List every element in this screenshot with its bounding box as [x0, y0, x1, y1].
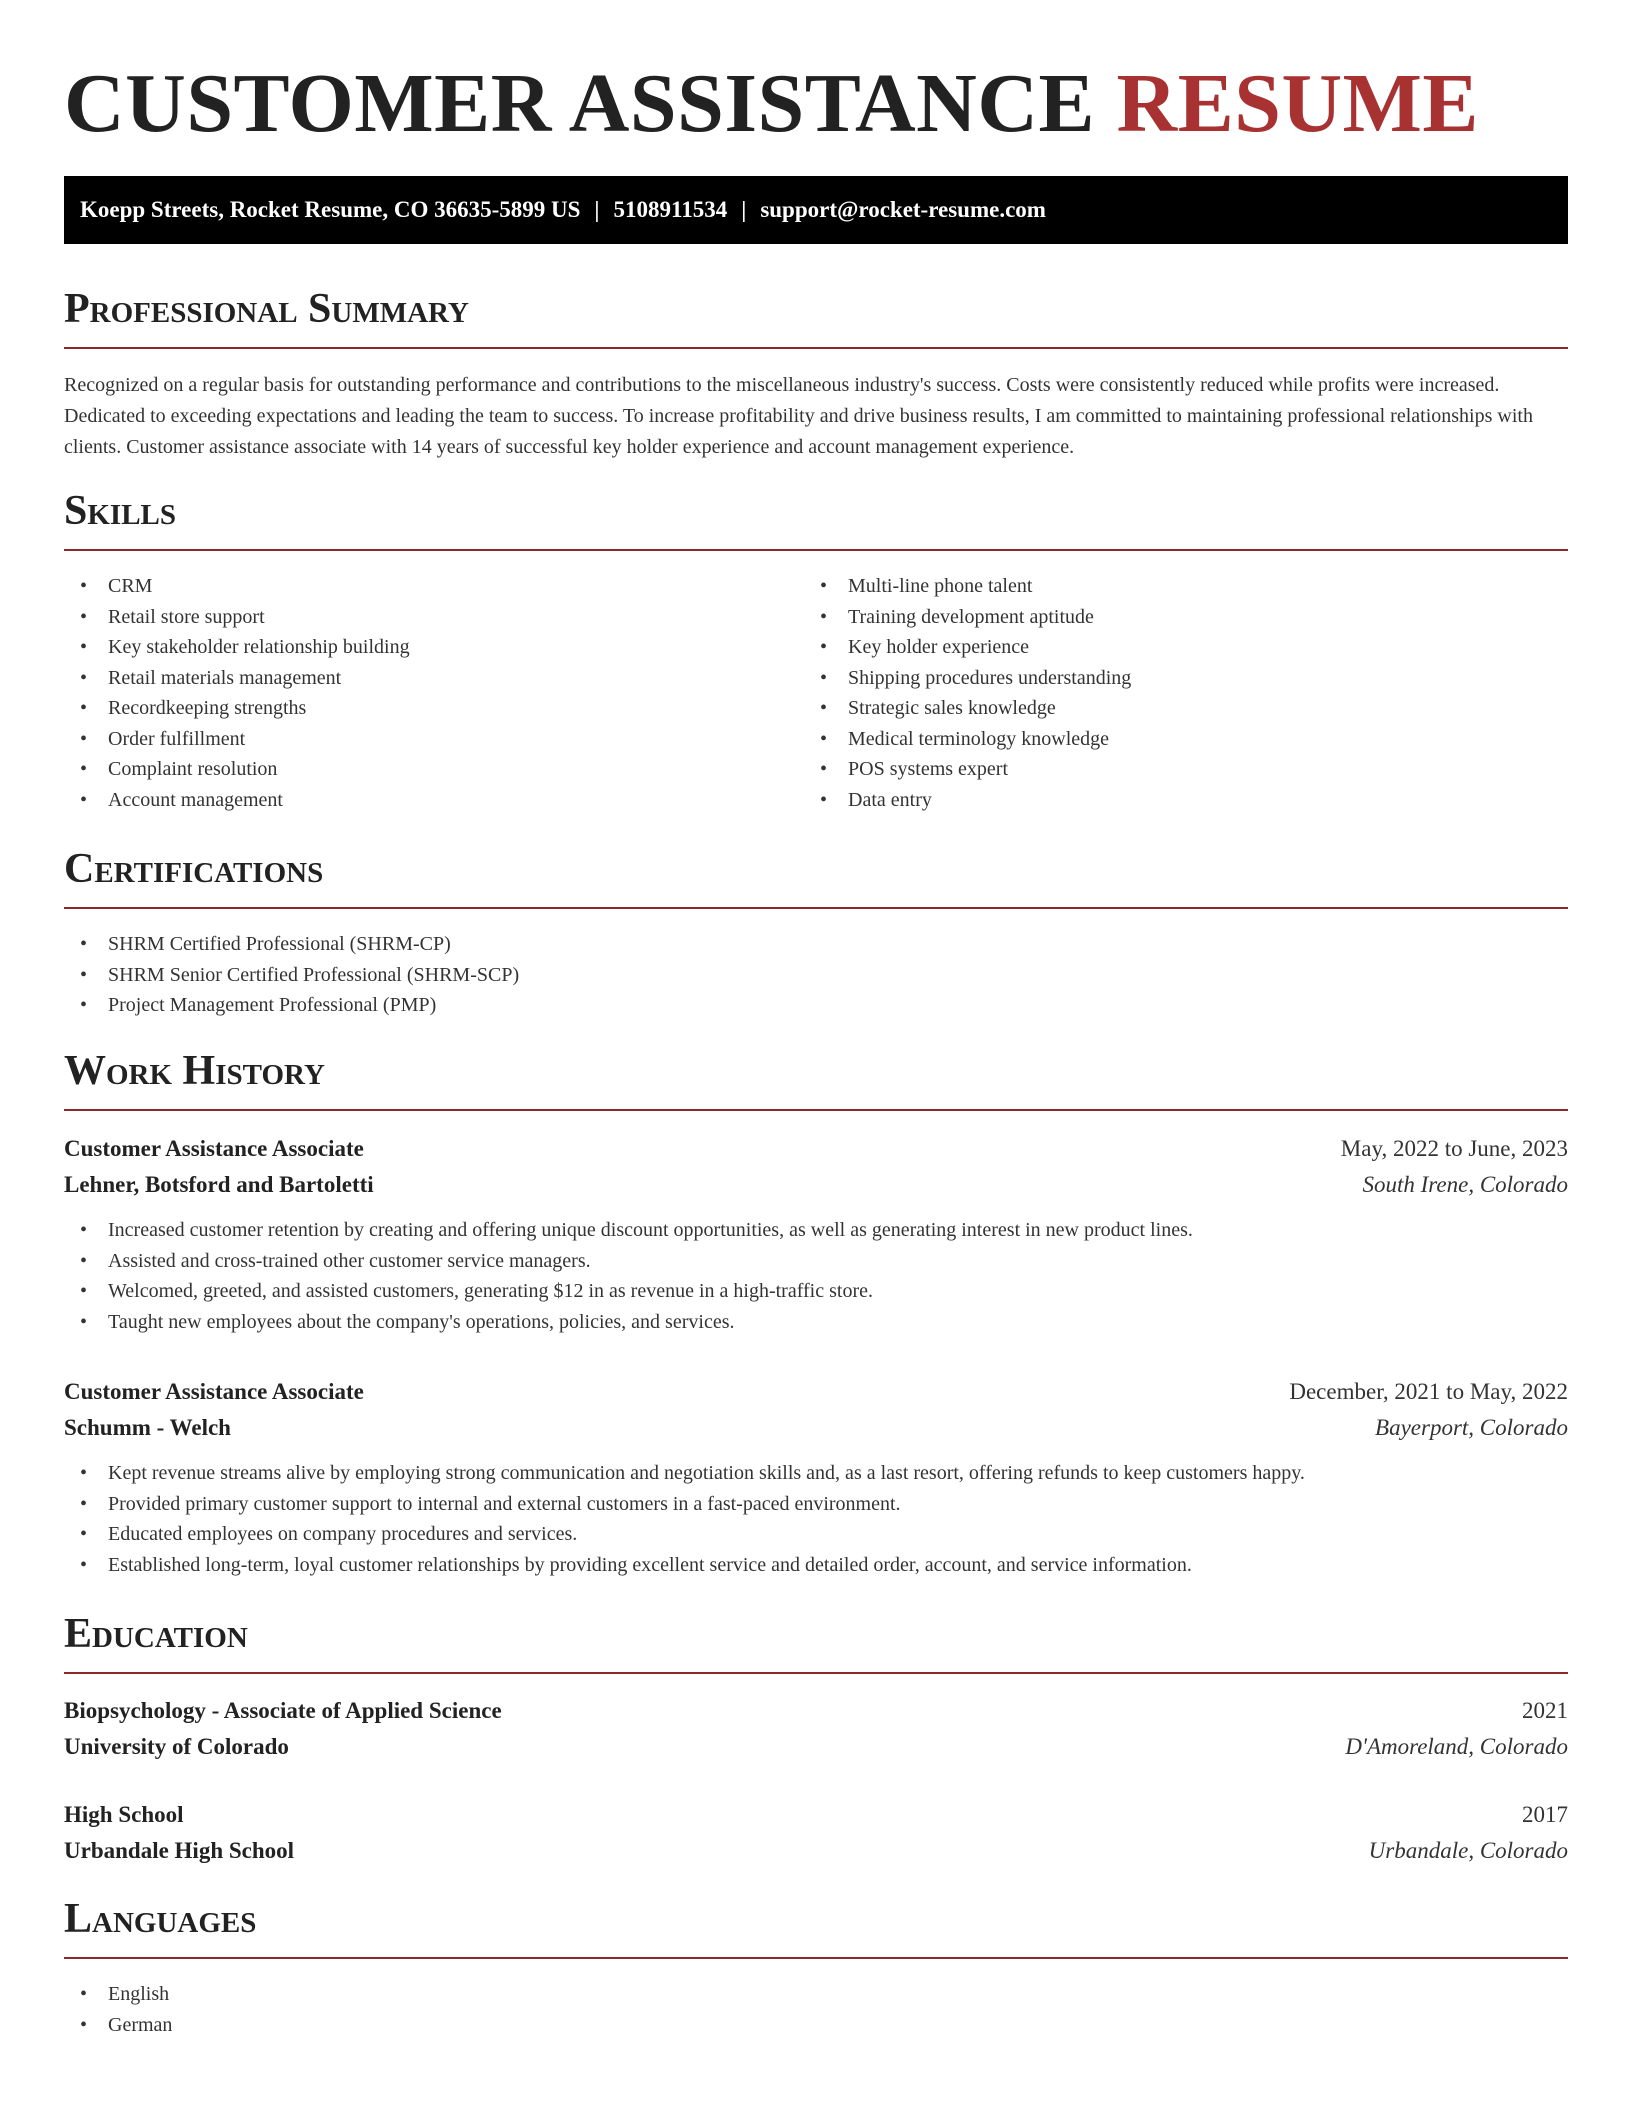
education-school-row [64, 1729, 1568, 1765]
education-heading: Education [64, 1611, 248, 1657]
skills-divider [64, 549, 1568, 551]
title-accent: RESUME [1116, 57, 1479, 150]
certification-item: • SHRM Certified Professional (SHRM-CP) [64, 929, 519, 960]
education-degree: High School [64, 1802, 184, 1827]
skill-item: • Training development aptitude [804, 602, 1131, 633]
education-year: 2021 [1522, 1698, 1568, 1723]
contact-address: Koepp Streets, Rocket Resume, CO 36635-5899 US [80, 197, 581, 222]
job-header-row [64, 1131, 1568, 1167]
skill-item: • Recordkeeping strengths [64, 693, 410, 724]
contact-email[interactable]: support@rocket-resume.com [760, 197, 1046, 222]
languages-divider [64, 1957, 1568, 1959]
education-degree-row [64, 1693, 1568, 1729]
language-item: • German [64, 2010, 172, 2041]
certifications-list [64, 929, 519, 1021]
education-year: 2017 [1522, 1802, 1568, 1827]
skill-item: • Multi-line phone talent [804, 571, 1131, 602]
certification-item: • SHRM Senior Certified Professional (SHRM-SCP) [64, 960, 519, 991]
job-title: Customer Assistance Associate [64, 1136, 364, 1161]
skills-heading: Skills [64, 488, 177, 534]
skill-item: • CRM [64, 571, 410, 602]
job-location: Bayerport, Colorado [1375, 1415, 1568, 1440]
education-entry [64, 1797, 1568, 1869]
education-location: D'Amoreland, Colorado [1345, 1734, 1568, 1759]
certifications-heading: Certifications [64, 846, 324, 892]
skill-item: • Retail store support [64, 602, 410, 633]
summary-heading: Professional Summary [64, 286, 469, 332]
skill-item: • Key stakeholder relationship building [64, 632, 410, 663]
job-bullet: • Assisted and cross-trained other customer service managers. [64, 1246, 1568, 1277]
contact-phone[interactable]: 5108911534 [613, 197, 728, 222]
education-school-row [64, 1833, 1568, 1869]
contact-bar [64, 176, 1568, 244]
skill-item: • Shipping procedures understanding [804, 663, 1131, 694]
skill-item: • Medical terminology knowledge [804, 724, 1131, 755]
job-company-row [64, 1167, 1568, 1203]
job-bullets [64, 1215, 1568, 1337]
job-company: Lehner, Botsford and Bartoletti [64, 1172, 374, 1197]
job-bullet: • Provided primary customer support to internal and external customers in a fast-paced environment. [64, 1489, 1568, 1520]
languages-heading: Languages [64, 1896, 257, 1942]
job-company-row [64, 1410, 1568, 1446]
contact-separator: | [741, 197, 747, 222]
contact-separator: | [594, 197, 600, 222]
certification-item: • Project Management Professional (PMP) [64, 990, 519, 1021]
skill-item: • POS systems expert [804, 754, 1131, 785]
job-dates: May, 2022 to June, 2023 [1340, 1136, 1568, 1161]
skills-list-right [804, 571, 1131, 815]
skill-item: • Strategic sales knowledge [804, 693, 1131, 724]
job-bullets [64, 1458, 1568, 1580]
job-bullet: • Welcomed, greeted, and assisted customers, generating $12 in as revenue in a high-traffic store. [64, 1276, 1568, 1307]
job-company: Schumm - Welch [64, 1415, 231, 1440]
skill-item: • Account management [64, 785, 410, 816]
work-divider [64, 1109, 1568, 1111]
skill-item: • Retail materials management [64, 663, 410, 694]
education-school: University of Colorado [64, 1734, 289, 1759]
skill-item: • Order fulfillment [64, 724, 410, 755]
job-title: Customer Assistance Associate [64, 1379, 364, 1404]
education-school: Urbandale High School [64, 1838, 295, 1863]
skill-item: • Key holder experience [804, 632, 1131, 663]
job-header-row [64, 1374, 1568, 1410]
job-entry [64, 1374, 1568, 1580]
education-entry [64, 1693, 1568, 1765]
job-bullet: • Established long-term, loyal customer relationships by providing excellent service and detailed order, account, and service information. [64, 1550, 1568, 1581]
job-bullet: • Increased customer retention by creating and offering unique discount opportunities, as well as generating interest in new product lines. [64, 1215, 1568, 1246]
education-location: Urbandale, Colorado [1368, 1838, 1568, 1863]
job-bullet: • Educated employees on company procedures and services. [64, 1519, 1568, 1550]
skills-list-left [64, 571, 410, 815]
languages-list [64, 1979, 172, 2040]
skill-item: • Data entry [804, 785, 1131, 816]
work-heading: Work History [64, 1048, 325, 1094]
job-bullet: • Taught new employees about the company's operations, policies, and services. [64, 1307, 1568, 1338]
job-location: South Irene, Colorado [1362, 1172, 1568, 1197]
education-degree-row [64, 1797, 1568, 1833]
summary-divider [64, 347, 1568, 349]
job-bullet: • Kept revenue streams alive by employing strong communication and negotiation skills and, as a last resort, offering refunds to keep customers happy. [64, 1458, 1568, 1489]
title-main: CUSTOMER ASSISTANCE [64, 57, 1096, 150]
job-entry [64, 1131, 1568, 1337]
certifications-divider [64, 907, 1568, 909]
skill-item: • Complaint resolution [64, 754, 410, 785]
education-degree: Biopsychology - Associate of Applied Science [64, 1698, 502, 1723]
resume-title [64, 58, 1479, 150]
summary-text: Recognized on a regular basis for outstanding performance and contributions to the miscellaneous industry's success. Costs were consistently reduced while profits were increased. Dedicated to exceeding expectations and leading the team to success. To increase profitability and drive business results, I am committed to maintaining professional relationships with clients. Customer assistance associate with 14 years of successful key holder experience and account management experience. [64, 374, 1533, 458]
job-dates: December, 2021 to May, 2022 [1289, 1379, 1568, 1404]
education-divider [64, 1672, 1568, 1674]
language-item: • English [64, 1979, 172, 2010]
